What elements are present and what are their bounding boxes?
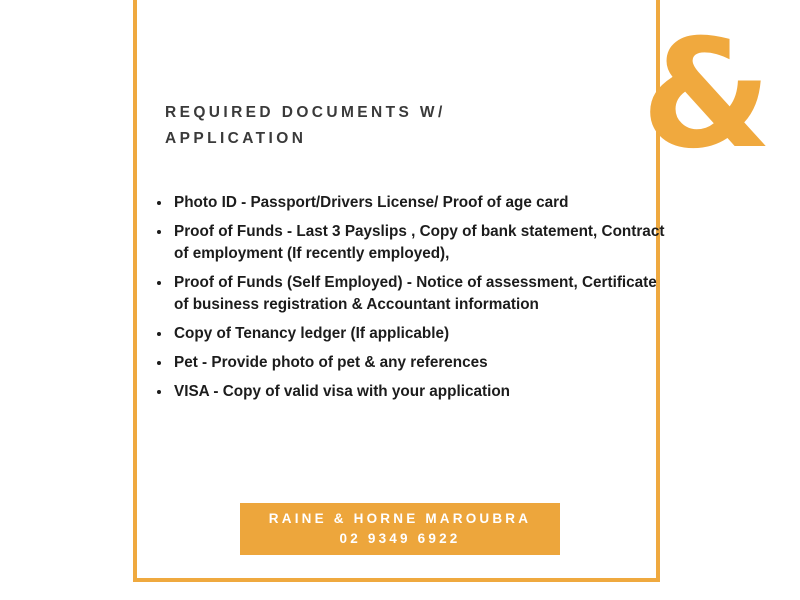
- list-item: • Copy of Tenancy ledger (If applicable): [172, 323, 672, 345]
- requirements-list: [150, 192, 672, 410]
- page-title: REQUIRED DOCUMENTS W/ APPLICATION: [165, 104, 446, 147]
- agency-contact-badge: [240, 503, 560, 555]
- agency-name: RAINE & HORNE MAROUBRA: [268, 511, 532, 526]
- list-item: • Proof of Funds - Last 3 Payslips , Copy of bank statement, Contract of employment (If recently employed),: [172, 221, 672, 265]
- agency-phone: 02 9349 6922: [339, 531, 461, 546]
- list-item: • Photo ID - Passport/Drivers License/ Proof of age card: [172, 192, 672, 214]
- list-item: • Pet - Provide photo of pet & any references: [172, 352, 672, 374]
- list-item: • Proof of Funds (Self Employed) - Notice of assessment, Certificate of business registration & Accountant information: [172, 272, 672, 316]
- ampersand-decoration-icon: &: [641, 8, 772, 182]
- list-item: • VISA - Copy of valid visa with your application: [172, 381, 672, 403]
